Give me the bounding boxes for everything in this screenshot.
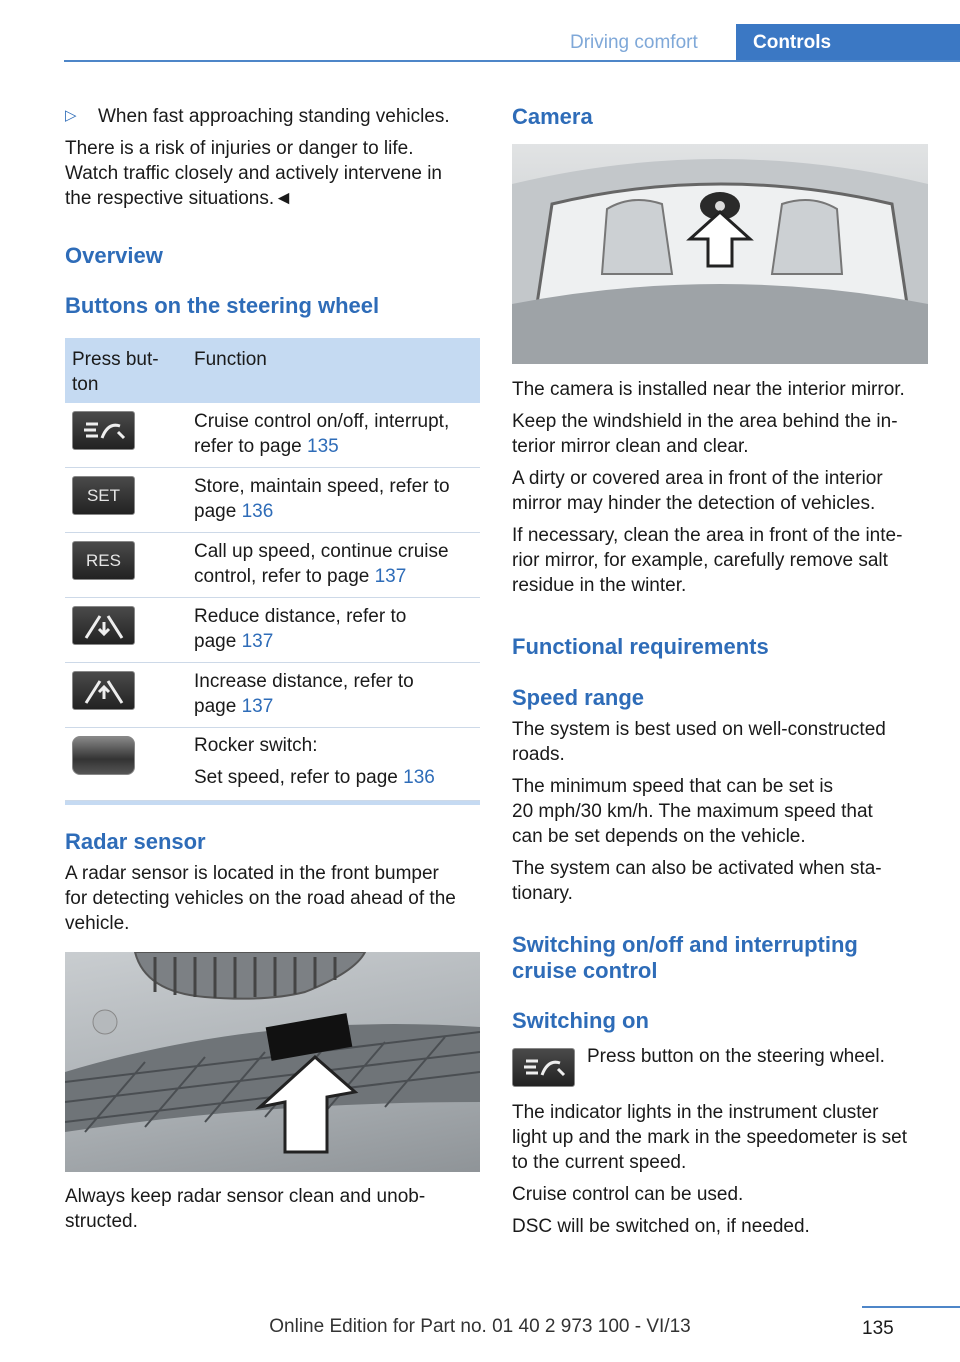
table-row [65, 598, 480, 663]
warning-text-1: There is a risk of injuries or danger to life. [65, 138, 414, 159]
table-end-rule [65, 801, 480, 805]
radar-heading: Radar sensor [65, 829, 206, 854]
speed-p1a: The system is best used on well-constructed [512, 719, 886, 740]
buttons-heading: Buttons on the steering wheel [65, 293, 380, 318]
warning-text-2: Watch traffic closely and actively intervene in [65, 163, 443, 184]
cam-p2b: terior mirror clean and clear. [512, 436, 749, 457]
row-3-line2: control, refer to page [194, 566, 370, 587]
set-button-icon: SET [72, 476, 135, 515]
row-4-line2: page [194, 631, 237, 652]
functional-requirements-heading: Functional requirements [512, 634, 769, 659]
speed-p2c: can be set depends on the vehicle. [512, 826, 806, 847]
speed-p2b: 20 mph/30 km/h. The maximum speed that [512, 801, 873, 822]
switch-on-text: Press button on the steering wheel. [587, 1046, 885, 1067]
indicator-c: to the current speed. [512, 1152, 687, 1173]
cruise-control-icon [72, 411, 135, 450]
cam-p2a: Keep the windshield in the area behind the in- [512, 411, 898, 432]
cruise-control-used: Cruise control can be used. [512, 1184, 744, 1205]
radar-text-1: A radar sensor is located in the front bumper [65, 863, 439, 884]
row-1-line1: Cruise control on/off, interrupt, [194, 411, 450, 432]
row-2-line2: page [194, 501, 237, 522]
table-row [65, 728, 480, 801]
row-3-line1: Call up speed, continue cruise [194, 541, 449, 562]
overview-heading: Overview [65, 243, 163, 268]
triangle-bullet-icon: ▷ [65, 107, 77, 124]
table-row [65, 403, 480, 468]
page-link-137[interactable]: 137 [241, 696, 274, 717]
table-row [65, 663, 480, 728]
warning-item: When fast approaching standing vehicles. [98, 106, 450, 127]
row-6-line1: Rocker switch: [194, 735, 318, 756]
page-link-136[interactable]: 136 [241, 501, 274, 522]
switching-heading-2: cruise control [512, 958, 658, 983]
cam-p4b: rior mirror, for example, carefully remove salt [512, 550, 888, 571]
speed-p3a: The system can also be activated when sta- [512, 858, 882, 879]
cam-p3b: mirror may hinder the detection of vehicles. [512, 493, 876, 514]
edition-footer: Online Edition for Part no. 01 40 2 973 100 - VI/13 [269, 1316, 691, 1337]
row-6-line2: Set speed, refer to page [194, 767, 398, 788]
warning-text-3: the respective situations.◄ [65, 188, 293, 209]
page-link-137[interactable]: 137 [241, 631, 274, 652]
page-number-rule [862, 1306, 960, 1308]
row-4-line1: Reduce distance, refer to [194, 606, 407, 627]
col-function: Function [194, 349, 267, 370]
row-5-line2: page [194, 696, 237, 717]
cam-p1: The camera is installed near the interior mirror. [512, 379, 905, 400]
cruise-control-icon [512, 1048, 575, 1087]
camera-heading: Camera [512, 104, 593, 129]
speed-p2a: The minimum speed that can be set is [512, 776, 834, 797]
buttons-table [65, 338, 480, 805]
col-press-button: Press but- ton [72, 349, 159, 395]
indicator-b: light up and the mark in the speedometer is set [512, 1127, 908, 1148]
header-rule [64, 60, 960, 62]
page-number: 135 [862, 1318, 894, 1339]
speed-range-heading: Speed range [512, 685, 645, 710]
camera-photo [512, 144, 928, 364]
switching-on-heading: Switching on [512, 1008, 649, 1033]
row-1-line2: refer to page [194, 436, 302, 457]
table-row [65, 533, 480, 598]
switching-heading-1: Switching on/off and interrupting [512, 932, 858, 957]
row-2-line1: Store, maintain speed, refer to [194, 476, 450, 497]
header-section: Driving comfort [570, 32, 698, 53]
page-link-135[interactable]: 135 [307, 436, 339, 457]
radar-sensor-photo [65, 952, 480, 1172]
table-header [65, 338, 480, 403]
cam-p3a: A dirty or covered area in front of the interior [512, 468, 883, 489]
rocker-switch-icon [72, 736, 135, 775]
dsc-text: DSC will be switched on, if needed. [512, 1216, 810, 1237]
page-link-137[interactable]: 137 [374, 566, 407, 587]
page-link-136[interactable]: 136 [403, 767, 435, 788]
radar-caption-2: structed. [65, 1211, 138, 1232]
speed-p3b: tionary. [512, 883, 573, 904]
header-tab-controls: Controls [736, 24, 960, 62]
distance-increase-icon [72, 671, 135, 710]
indicator-a: The indicator lights in the instrument cluster [512, 1102, 879, 1123]
row-5-line1: Increase distance, refer to [194, 671, 414, 692]
radar-caption-1: Always keep radar sensor clean and unob- [65, 1186, 426, 1207]
radar-text-2: for detecting vehicles on the road ahead of the [65, 888, 456, 909]
cam-p4a: If necessary, clean the area in front of the inte- [512, 525, 903, 546]
cam-p4c: residue in the winter. [512, 575, 687, 596]
radar-text-3: vehicle. [65, 913, 130, 934]
res-button-icon: RES [72, 541, 135, 580]
table-row [65, 468, 480, 533]
distance-reduce-icon [72, 606, 135, 645]
speed-p1b: roads. [512, 744, 565, 765]
